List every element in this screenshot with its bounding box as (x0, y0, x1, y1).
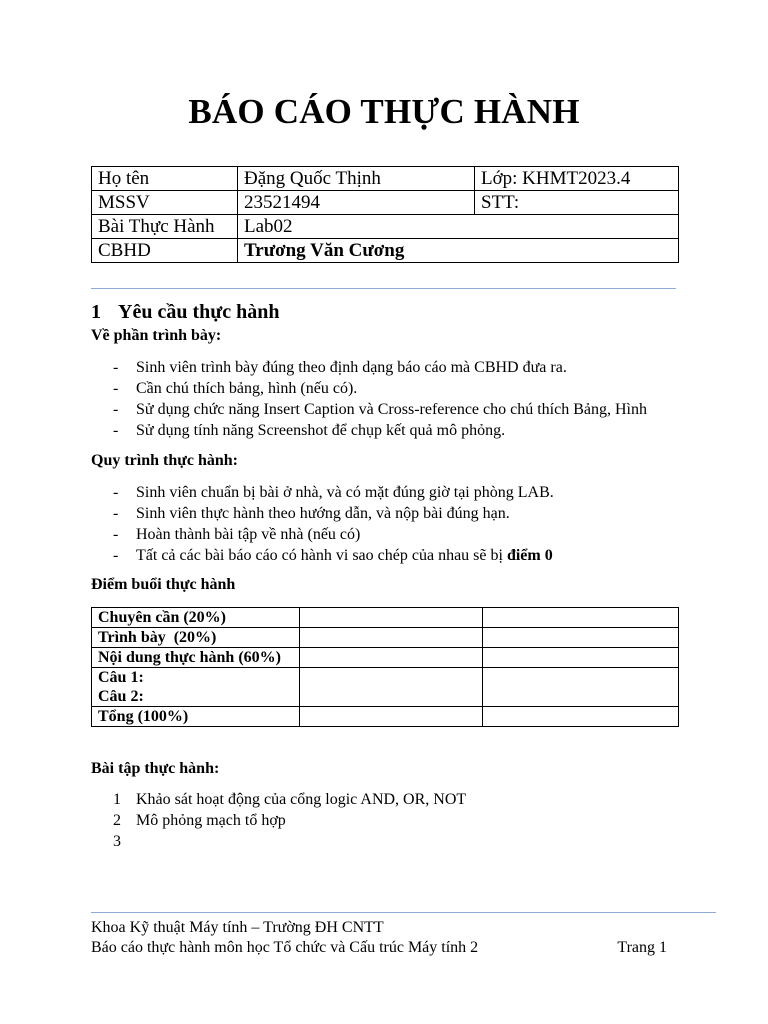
list-item: - Sử dụng chức năng Insert Caption và Cross-reference cho chú thích Bảng, Hình (113, 401, 647, 418)
presentation-list (91, 357, 647, 441)
exercises-list (91, 789, 466, 852)
score-row-attendance: Chuyên cần (20%) (92, 608, 300, 628)
list-item: 3 (113, 833, 121, 850)
list-item: - Tất cả các bài báo cáo có hành vi sao chép của nhau sẽ bị điểm 0 (113, 547, 553, 564)
table-row (92, 628, 679, 648)
info-value-class: Lớp: KHMT2023.4 (475, 167, 679, 191)
penalty-text: điểm 0 (506, 547, 553, 564)
list-item: - Hoàn thành bài tập về nhà (nếu có) (113, 526, 361, 543)
table-row (92, 167, 679, 191)
section-number: 1 (91, 301, 101, 323)
info-value-name: Đặng Quốc Thịnh (238, 167, 475, 191)
footer-divider (91, 912, 716, 913)
process-heading: Quy trình thực hành: (91, 452, 238, 469)
score-question-1: Câu 1: (98, 669, 144, 686)
score-cell (300, 707, 483, 727)
section-heading (91, 301, 279, 324)
table-row (92, 239, 679, 263)
list-item: - Sinh viên chuẩn bị bài ở nhà, và có mặt đúng giờ tại phòng LAB. (113, 484, 554, 501)
info-value-lab: Lab02 (238, 215, 679, 239)
table-row (92, 707, 679, 727)
exercises-heading: Bài tập thực hành: (91, 760, 220, 777)
process-list (91, 482, 554, 566)
info-label-name: Họ tên (92, 167, 238, 191)
list-item: - Cần chú thích bảng, hình (nếu có). (113, 380, 358, 397)
table-row (92, 668, 679, 707)
score-cell (483, 608, 679, 628)
table-row (92, 215, 679, 239)
info-label-student-id: MSSV (92, 191, 238, 215)
list-item: - Sinh viên trình bày đúng theo định dạng báo cáo mà CBHD đưa ra. (113, 359, 567, 376)
footer-course: Báo cáo thực hành môn học Tổ chức và Cấu trúc Máy tính 2 (91, 939, 479, 956)
info-value-instructor: Trương Văn Cương (238, 239, 679, 263)
list-item: 1 Khảo sát hoạt động của cổng logic AND, OR, NOT (113, 791, 467, 808)
score-cell (300, 628, 483, 648)
score-row-presentation: Trình bày (20%) (92, 628, 300, 648)
section-title: Yêu cầu thực hành (118, 301, 280, 323)
score-question-2: Câu 2: (98, 688, 144, 705)
info-label-lab: Bài Thực Hành (92, 215, 238, 239)
presentation-heading: Về phần trình bày: (91, 327, 222, 344)
header-divider (91, 288, 676, 289)
score-row-questions (92, 668, 300, 707)
footer-faculty: Khoa Kỹ thuật Máy tính – Trường ĐH CNTT (91, 919, 384, 936)
score-cell (483, 707, 679, 727)
list-item: 2 Mô phỏng mạch tổ hợp (113, 812, 286, 829)
score-cell (300, 608, 483, 628)
score-row-content: Nội dung thực hành (60%) (92, 648, 300, 668)
score-cell (300, 668, 483, 707)
list-item: - Sử dụng tính năng Screenshot để chụp kết quả mô phỏng. (113, 422, 506, 439)
score-table (91, 607, 679, 727)
score-row-total: Tổng (100%) (92, 707, 300, 727)
score-cell (483, 648, 679, 668)
page-number: Trang 1 (617, 939, 667, 956)
info-value-student-id: 23521494 (238, 191, 475, 215)
info-value-order-number: STT: (475, 191, 679, 215)
table-row (92, 648, 679, 668)
document-title: BÁO CÁO THỰC HÀNH (188, 92, 580, 131)
score-cell (300, 648, 483, 668)
student-info-table (91, 166, 679, 263)
info-label-instructor: CBHD (92, 239, 238, 263)
list-item: - Sinh viên thực hành theo hướng dẫn, và nộp bài đúng hạn. (113, 505, 510, 522)
score-cell (483, 668, 679, 707)
table-row (92, 608, 679, 628)
table-row (92, 191, 679, 215)
score-heading: Điểm buổi thực hành (91, 576, 236, 593)
score-cell (483, 628, 679, 648)
